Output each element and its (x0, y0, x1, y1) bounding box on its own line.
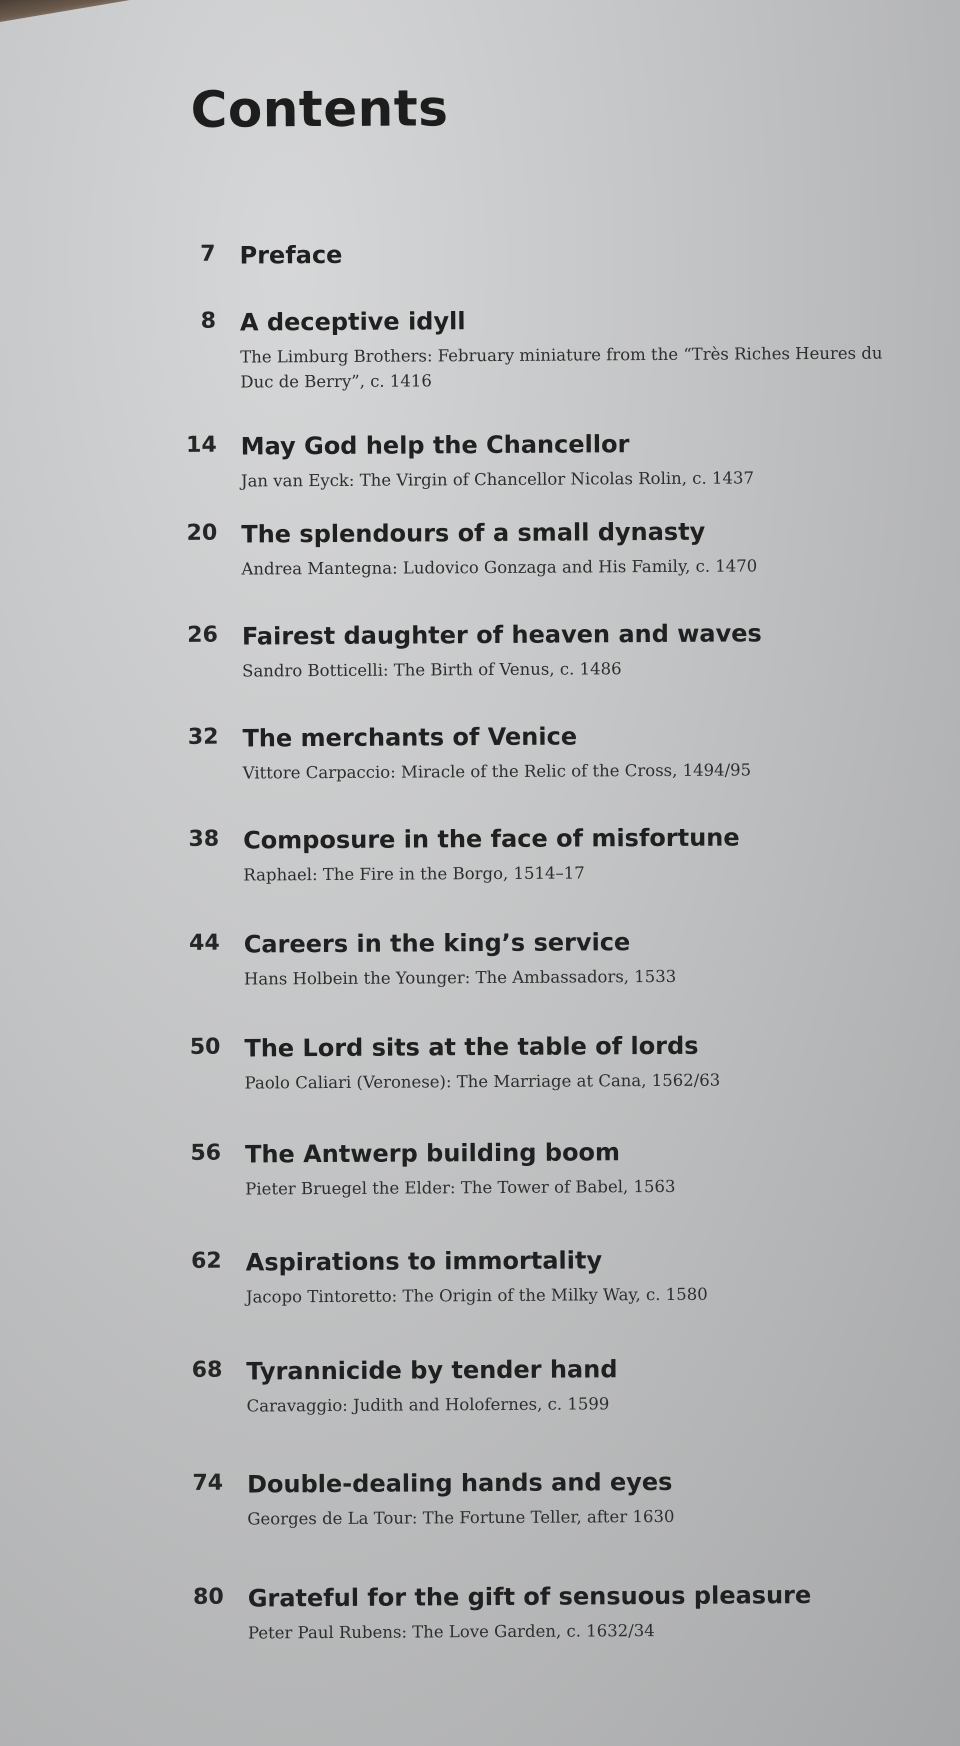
toc-entry-subtitle: Hans Holbein the Younger: The Ambassadors, 1533 (243, 966, 677, 989)
toc-entry-title: Tyrannicide by tender hand (246, 1355, 618, 1386)
toc-entry-title: Preface (239, 240, 343, 270)
toc-entry-subtitle: Jan van Eyck: The Virgin of Chancellor Nicolas Rolin, c. 1437 (240, 468, 754, 491)
toc-entry-subtitle: Sandro Botticelli: The Birth of Venus, c. 1486 (242, 659, 622, 681)
toc-entry-subtitle: Andrea Mantegna: Ludovico Gonzaga and His Family, c. 1470 (241, 556, 758, 579)
toc-page-number: 74 (192, 1470, 224, 1496)
toc-entry (156, 1030, 916, 1093)
toc-entry-title: The Antwerp building boom (244, 1138, 621, 1169)
toc-entry-title: Careers in the king’s service (243, 928, 631, 959)
toc-entry-subtitle: Pieter Bruegel the Elder: The Tower of Babel, 1563 (245, 1176, 676, 1199)
toc-entry-subtitle: Jacopo Tintoretto: The Origin of the Milky Way, c. 1580 (245, 1284, 708, 1307)
toc-page-number: 50 (189, 1034, 221, 1060)
toc-entry (156, 926, 916, 989)
toc-entry-title: Fairest daughter of heaven and waves (241, 619, 762, 651)
toc-page-number: 68 (191, 1357, 223, 1383)
toc-page-number: 32 (187, 724, 219, 750)
toc-entry-title: Grateful for the gift of sensuous pleasure (247, 1581, 812, 1613)
toc-entry-title: A deceptive idyll (239, 307, 466, 337)
toc-entry (158, 1353, 918, 1416)
toc-page-number: 14 (186, 432, 217, 458)
toc-entry (153, 428, 913, 491)
toc-page-number: 20 (186, 520, 218, 546)
toc-entry (152, 304, 912, 392)
toc-entry-subtitle: Vittore Carpaccio: Miracle of the Relic of the Cross, 1494/95 (242, 760, 752, 783)
toc-entry (158, 1244, 918, 1307)
toc-page-number: 7 (200, 241, 216, 267)
toc-entry (153, 516, 913, 579)
toc-entry-subtitle: Caravaggio: Judith and Holofernes, c. 1599 (246, 1394, 610, 1416)
toc-page-number: 8 (200, 308, 217, 334)
toc-entry-title: Composure in the face of misfortune (243, 823, 740, 855)
toc-entry (151, 237, 911, 270)
toc-entry-subtitle: Paolo Caliari (Veronese): The Marriage at Cana, 1562/63 (244, 1070, 721, 1093)
toc-entry-title: The Lord sits at the table of lords (244, 1031, 699, 1063)
toc-entry-subtitle: Raphael: The Fire in the Borgo, 1514–17 (243, 863, 585, 885)
toc-page-number: 56 (190, 1140, 222, 1166)
toc-entry-subtitle: Peter Paul Rubens: The Love Garden, c. 1632/34 (247, 1621, 655, 1643)
toc-page-number: 44 (189, 930, 220, 956)
toc-entry (154, 618, 914, 681)
page-title: Contents (190, 79, 449, 139)
toc-entry-subtitle: Georges de La Tour: The Fortune Teller, after 1630 (247, 1506, 675, 1529)
toc-entry (154, 720, 914, 783)
toc-entry-title: Aspirations to immortality (245, 1246, 603, 1277)
toc-entry (159, 1466, 919, 1529)
toc-entry-title: The merchants of Venice (242, 722, 578, 753)
toc-entry (155, 822, 915, 885)
toc-page-number: 26 (187, 622, 218, 648)
toc-entry-title: Double-dealing hands and eyes (246, 1467, 673, 1499)
toc-page-number: 80 (193, 1584, 224, 1610)
toc-entry-title: May God help the Chancellor (240, 430, 630, 461)
toc-entry-subtitle: The Limburg Brothers: February miniature from the “Très Riches Heures du Duc de Berry”, c. 1416 (240, 343, 883, 392)
toc-entry (160, 1580, 920, 1643)
toc-page-number: 38 (188, 826, 220, 852)
toc-page-number: 62 (191, 1248, 222, 1274)
toc-entry-title: The splendours of a small dynasty (241, 517, 706, 549)
toc-entry (157, 1136, 917, 1199)
